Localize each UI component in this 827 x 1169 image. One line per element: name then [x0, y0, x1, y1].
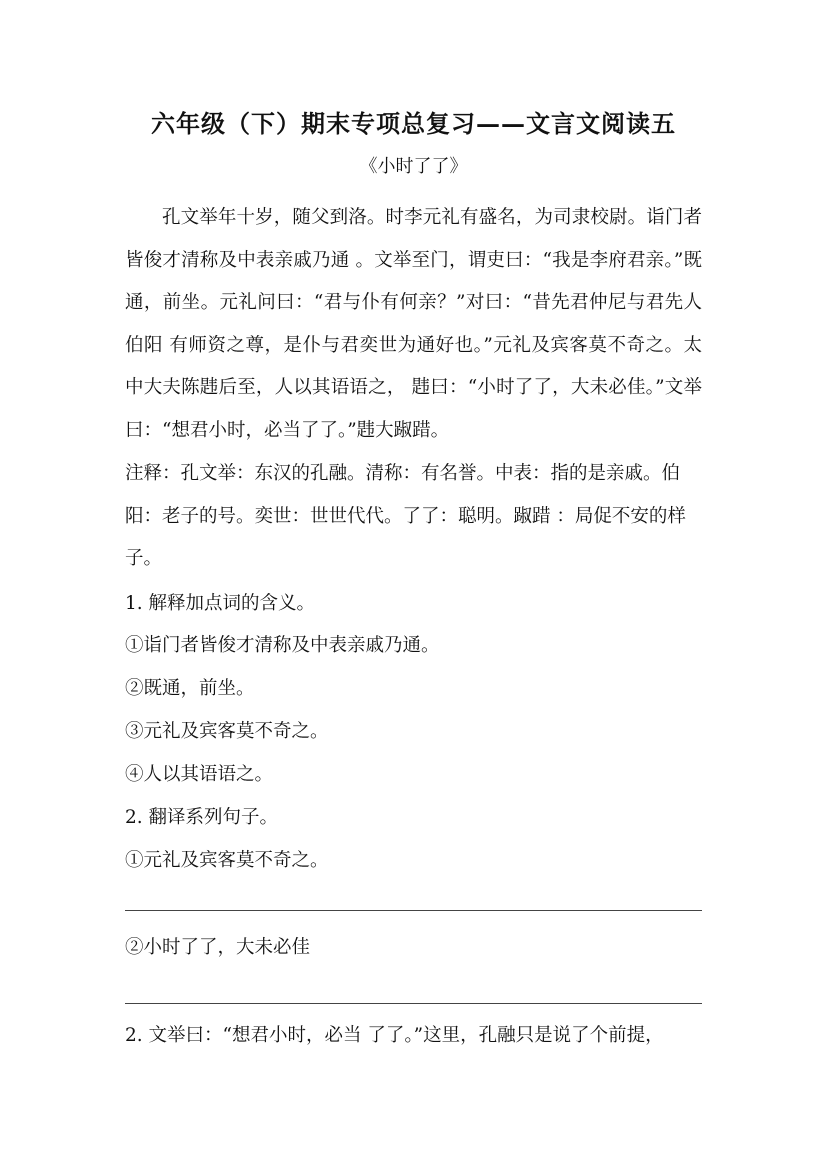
answer-line — [125, 910, 702, 911]
question-1-item: ①诣门者皆俊才清称及中表亲戚乃通。 — [125, 635, 440, 656]
question-3-label: 2. 文举曰：“想君小时，必当 了了。”这里，孔融只是说了个前提， — [125, 1025, 664, 1046]
article-subtitle: 《小时了了》 — [359, 156, 468, 177]
question-1-label: 1. 解释加点词的含义。 — [125, 593, 316, 614]
annotations-text: 注释：孔文举：东汉的孔融。清称：有名誉。中表：指的是亲戚。伯阳：老子的号。奕世：世世代代。了了：聪明。踧踖 ：局促不安的样子。 — [125, 463, 686, 569]
question-2-label: 2. 翻译系列句子。 — [125, 807, 279, 828]
question-1-item: ④人以其语语之。 — [125, 764, 274, 785]
question-2-item: ①元礼及宾客莫不奇之。 — [125, 850, 329, 871]
question-1-item: ③元礼及宾客莫不奇之。 — [125, 721, 329, 742]
page-title: 六年级（下）期末专项总复习——文言文阅读五 — [151, 109, 676, 138]
answer-line — [125, 1003, 702, 1004]
classical-passage — [125, 197, 702, 452]
passage-text: 孔文举年十岁，随父到洛。时李元礼有盛名，为司隶校尉。诣门者皆俊才清称及中表亲戚乃通 。文举至门，谓吏曰：“我是李府君亲。”既通，前坐。元礼问曰：“君与仆有何亲？”对曰：“昔先君仲尼与君先人伯阳 有师资之尊，是仆与君奕世为通好也。”元礼及宾客莫不奇之。太中大夫陈韪后至，人以其语语之， 韪曰：“小时了了，大未必佳。”文举曰：“想君小时，必当了了。”韪大踧踖。 — [125, 207, 702, 441]
annotations — [125, 453, 702, 581]
question-2-item: ②小时了了，大未必佳 — [125, 937, 311, 958]
question-1-item: ②既通，前坐。 — [125, 678, 255, 699]
